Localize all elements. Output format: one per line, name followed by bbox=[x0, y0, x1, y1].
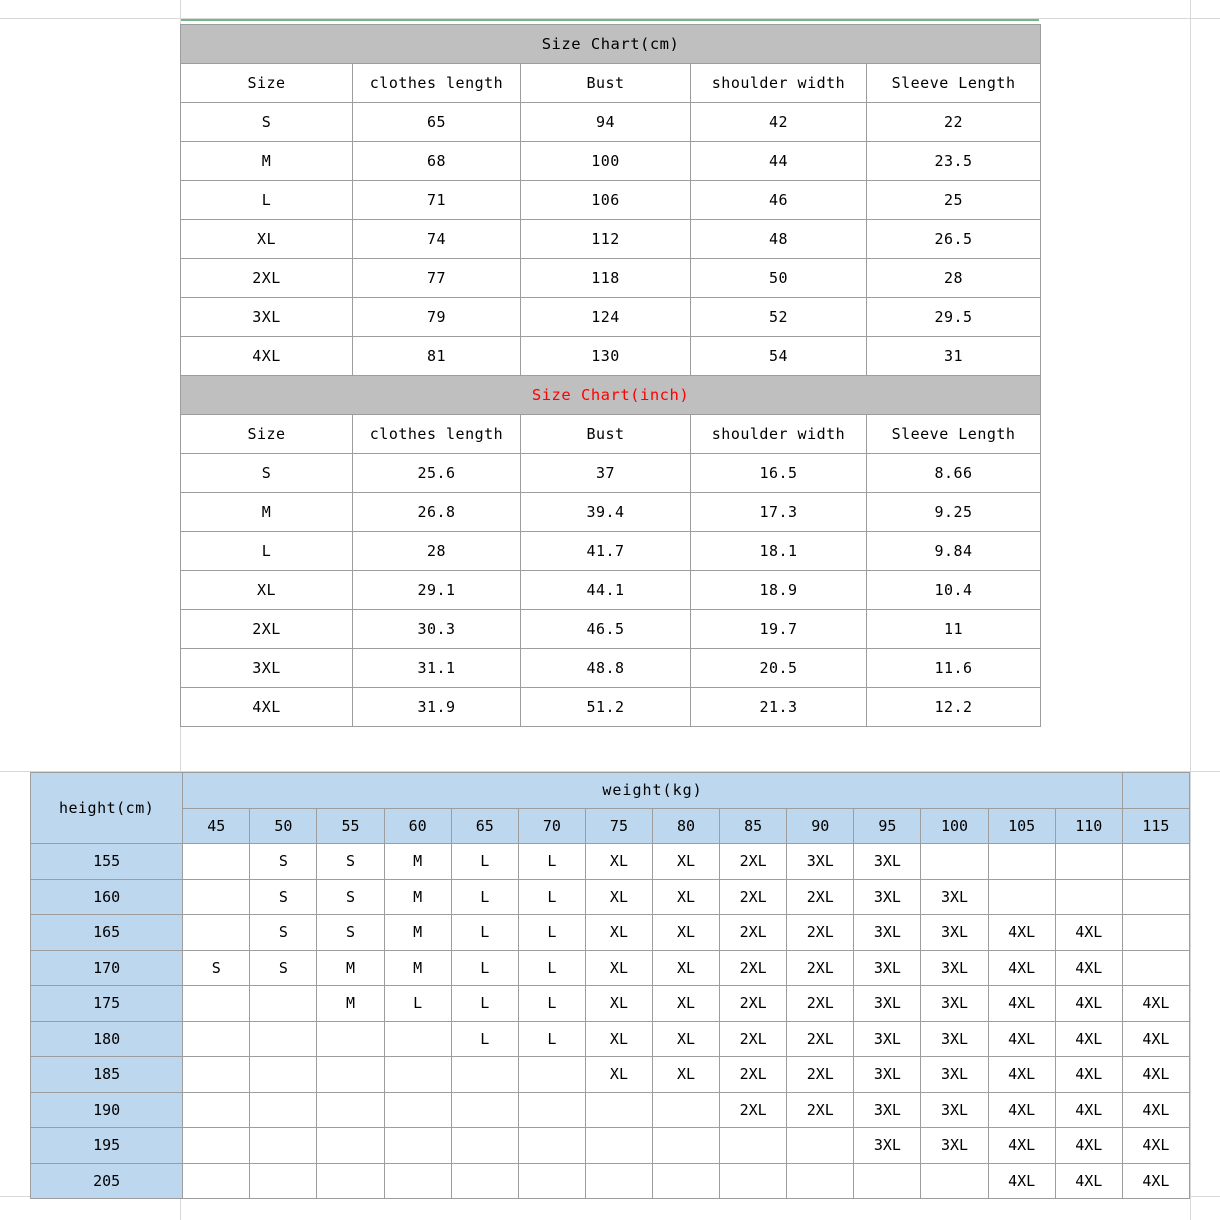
size-cell: 3XL bbox=[921, 950, 988, 986]
size-cell: XL bbox=[585, 879, 652, 915]
size-cell: 4XL bbox=[988, 986, 1055, 1022]
size-cell: M bbox=[384, 844, 451, 880]
weight-column-header: 55 bbox=[317, 808, 384, 844]
size-cell: 2XL bbox=[787, 1021, 854, 1057]
size-cell bbox=[1122, 844, 1189, 880]
size-cell bbox=[787, 1163, 854, 1199]
size-cell: XL bbox=[653, 844, 720, 880]
size-cell bbox=[183, 915, 250, 951]
table-cell: 79 bbox=[353, 298, 521, 337]
size-cell: 3XL bbox=[854, 950, 921, 986]
table-row bbox=[181, 571, 1041, 610]
size-cell bbox=[518, 1163, 585, 1199]
size-cell: XL bbox=[585, 915, 652, 951]
size-cell bbox=[250, 1092, 317, 1128]
table-cell: 31 bbox=[867, 337, 1041, 376]
size-cell: M bbox=[317, 986, 384, 1022]
size-cell: M bbox=[384, 879, 451, 915]
size-cell: M bbox=[384, 950, 451, 986]
weight-column-header: 80 bbox=[653, 808, 720, 844]
size-cell: L bbox=[518, 879, 585, 915]
column-header: Size bbox=[181, 64, 353, 103]
size-cell: L bbox=[518, 986, 585, 1022]
table-cell: 3XL bbox=[181, 649, 353, 688]
table-cell: L bbox=[181, 532, 353, 571]
table-cell: 100 bbox=[521, 142, 691, 181]
size-cell: 3XL bbox=[921, 915, 988, 951]
header-spacer-cell bbox=[1122, 773, 1189, 809]
size-cell: S bbox=[317, 879, 384, 915]
size-cell bbox=[854, 1163, 921, 1199]
size-cell: 4XL bbox=[988, 1163, 1055, 1199]
size-cell bbox=[653, 1092, 720, 1128]
table-cell: 8.66 bbox=[867, 454, 1041, 493]
table-cell: 9.84 bbox=[867, 532, 1041, 571]
size-cell: 3XL bbox=[921, 1021, 988, 1057]
table-header-row bbox=[31, 808, 1190, 844]
size-cell: XL bbox=[585, 986, 652, 1022]
table-cell: 118 bbox=[521, 259, 691, 298]
table-cell: 2XL bbox=[181, 610, 353, 649]
height-row-header: 205 bbox=[31, 1163, 183, 1199]
size-cell: 4XL bbox=[1055, 1021, 1122, 1057]
size-cell: 2XL bbox=[720, 986, 787, 1022]
size-cell bbox=[988, 844, 1055, 880]
height-row-header: 165 bbox=[31, 915, 183, 951]
size-cell bbox=[451, 1057, 518, 1093]
weight-column-header: 75 bbox=[585, 808, 652, 844]
table-cell: 41.7 bbox=[521, 532, 691, 571]
table-cell: 19.7 bbox=[691, 610, 867, 649]
table-cell: 22 bbox=[867, 103, 1041, 142]
size-cell bbox=[720, 1163, 787, 1199]
size-cell bbox=[317, 1092, 384, 1128]
size-cell: S bbox=[317, 844, 384, 880]
size-cell bbox=[250, 1128, 317, 1164]
table-cell: 29.1 bbox=[353, 571, 521, 610]
weight-column-header: 95 bbox=[854, 808, 921, 844]
table-row bbox=[31, 1128, 1190, 1164]
size-recommendation-matrix bbox=[30, 772, 1190, 1199]
size-chart-inch-title: Size Chart(inch) bbox=[181, 376, 1041, 415]
table-header-row bbox=[31, 773, 1190, 809]
size-cell: L bbox=[451, 844, 518, 880]
size-cell bbox=[653, 1128, 720, 1164]
table-cell: XL bbox=[181, 571, 353, 610]
weight-axis-label: weight(kg) bbox=[183, 773, 1123, 809]
table-cell: 48.8 bbox=[521, 649, 691, 688]
table-cell: 11.6 bbox=[867, 649, 1041, 688]
weight-column-header: 70 bbox=[518, 808, 585, 844]
size-cell bbox=[921, 844, 988, 880]
size-cell bbox=[183, 1163, 250, 1199]
table-cell: 112 bbox=[521, 220, 691, 259]
weight-column-header: 100 bbox=[921, 808, 988, 844]
table-cell: 20.5 bbox=[691, 649, 867, 688]
size-cell: S bbox=[317, 915, 384, 951]
table-cell: 106 bbox=[521, 181, 691, 220]
column-header: Size bbox=[181, 415, 353, 454]
table-cell: 46.5 bbox=[521, 610, 691, 649]
table-cell: 23.5 bbox=[867, 142, 1041, 181]
size-cell bbox=[384, 1092, 451, 1128]
table-row bbox=[181, 493, 1041, 532]
table-cell: 42 bbox=[691, 103, 867, 142]
size-cell bbox=[518, 1128, 585, 1164]
height-axis-label: height(cm) bbox=[31, 773, 183, 844]
size-cell: 2XL bbox=[720, 915, 787, 951]
table-cell: 2XL bbox=[181, 259, 353, 298]
table-row bbox=[31, 1057, 1190, 1093]
table-cell: 25.6 bbox=[353, 454, 521, 493]
size-cell bbox=[183, 1092, 250, 1128]
size-cell: 4XL bbox=[1055, 950, 1122, 986]
table-cell: 51.2 bbox=[521, 688, 691, 727]
weight-column-header: 50 bbox=[250, 808, 317, 844]
size-cell bbox=[1122, 879, 1189, 915]
size-cell: 4XL bbox=[1122, 1128, 1189, 1164]
size-cell: 4XL bbox=[1055, 1163, 1122, 1199]
size-cell: XL bbox=[653, 1057, 720, 1093]
size-cell: XL bbox=[653, 879, 720, 915]
size-cell: 2XL bbox=[787, 950, 854, 986]
size-cell: 3XL bbox=[854, 879, 921, 915]
table-cell: S bbox=[181, 454, 353, 493]
table-row bbox=[31, 950, 1190, 986]
table-cell: 31.1 bbox=[353, 649, 521, 688]
size-cell: 3XL bbox=[921, 1128, 988, 1164]
table-cell: 54 bbox=[691, 337, 867, 376]
size-cell: 4XL bbox=[1122, 1092, 1189, 1128]
top-accent-strip bbox=[181, 19, 1039, 21]
size-cell bbox=[250, 1021, 317, 1057]
size-cell bbox=[317, 1128, 384, 1164]
table-cell: 39.4 bbox=[521, 493, 691, 532]
table-row bbox=[181, 454, 1041, 493]
size-cell: 3XL bbox=[854, 1092, 921, 1128]
table-row bbox=[181, 337, 1041, 376]
size-cell: 2XL bbox=[787, 986, 854, 1022]
size-cell: S bbox=[183, 950, 250, 986]
size-cell bbox=[653, 1163, 720, 1199]
size-cell bbox=[250, 986, 317, 1022]
weight-column-header: 85 bbox=[720, 808, 787, 844]
weight-column-header: 60 bbox=[384, 808, 451, 844]
size-cell: S bbox=[250, 844, 317, 880]
size-cell bbox=[183, 1021, 250, 1057]
size-cell: M bbox=[317, 950, 384, 986]
column-header: shoulder width bbox=[691, 415, 867, 454]
height-row-header: 155 bbox=[31, 844, 183, 880]
size-cell: 4XL bbox=[988, 950, 1055, 986]
size-cell bbox=[921, 1163, 988, 1199]
table-cell: 3XL bbox=[181, 298, 353, 337]
size-cell: 4XL bbox=[1122, 1163, 1189, 1199]
table-row bbox=[31, 1092, 1190, 1128]
table-cell: 68 bbox=[353, 142, 521, 181]
size-cell bbox=[384, 1163, 451, 1199]
size-cell bbox=[1122, 915, 1189, 951]
size-chart-cm bbox=[180, 24, 1041, 376]
size-cell bbox=[384, 1128, 451, 1164]
table-cell: 29.5 bbox=[867, 298, 1041, 337]
table-cell: 28 bbox=[867, 259, 1041, 298]
table-cell: 50 bbox=[691, 259, 867, 298]
table-cell: 4XL bbox=[181, 337, 353, 376]
table-row bbox=[31, 844, 1190, 880]
size-cell: L bbox=[451, 986, 518, 1022]
size-cell: S bbox=[250, 915, 317, 951]
size-cell bbox=[183, 1057, 250, 1093]
size-cell bbox=[451, 1128, 518, 1164]
size-cell bbox=[317, 1057, 384, 1093]
table-row bbox=[181, 103, 1041, 142]
table-row bbox=[181, 532, 1041, 571]
size-cell: 2XL bbox=[787, 1092, 854, 1128]
size-cell bbox=[518, 1092, 585, 1128]
size-cell: 3XL bbox=[854, 1057, 921, 1093]
column-header: shoulder width bbox=[691, 64, 867, 103]
size-cell: 2XL bbox=[720, 844, 787, 880]
size-cell: XL bbox=[653, 1021, 720, 1057]
height-row-header: 190 bbox=[31, 1092, 183, 1128]
height-row-header: 175 bbox=[31, 986, 183, 1022]
height-row-header: 185 bbox=[31, 1057, 183, 1093]
table-cell: 25 bbox=[867, 181, 1041, 220]
table-row bbox=[181, 259, 1041, 298]
table-cell: 17.3 bbox=[691, 493, 867, 532]
size-cell: 3XL bbox=[854, 915, 921, 951]
size-cell: L bbox=[451, 950, 518, 986]
size-cell: 2XL bbox=[787, 1057, 854, 1093]
column-header: clothes length bbox=[353, 415, 521, 454]
size-cell: L bbox=[518, 1021, 585, 1057]
table-cell: 10.4 bbox=[867, 571, 1041, 610]
size-cell: 2XL bbox=[720, 1021, 787, 1057]
table-row bbox=[181, 649, 1041, 688]
column-header: Sleeve Length bbox=[867, 415, 1041, 454]
size-cell bbox=[183, 844, 250, 880]
size-cell: 4XL bbox=[988, 1128, 1055, 1164]
table-cell: L bbox=[181, 181, 353, 220]
size-cell bbox=[518, 1057, 585, 1093]
size-cell bbox=[787, 1128, 854, 1164]
size-cell: S bbox=[250, 950, 317, 986]
height-weight-table bbox=[30, 772, 1190, 1199]
table-cell: 11 bbox=[867, 610, 1041, 649]
size-cell bbox=[988, 879, 1055, 915]
size-cell: 3XL bbox=[854, 986, 921, 1022]
size-cell: 4XL bbox=[1055, 915, 1122, 951]
column-header: Bust bbox=[521, 64, 691, 103]
size-cell: 3XL bbox=[921, 1057, 988, 1093]
table-row bbox=[31, 1021, 1190, 1057]
size-cell: 4XL bbox=[988, 1057, 1055, 1093]
size-cell bbox=[250, 1163, 317, 1199]
size-cell: XL bbox=[653, 986, 720, 1022]
grid-guide-vertical bbox=[1190, 0, 1191, 1220]
table-cell: 18.1 bbox=[691, 532, 867, 571]
table-cell: 65 bbox=[353, 103, 521, 142]
size-cell: XL bbox=[585, 1021, 652, 1057]
size-cell: 2XL bbox=[787, 879, 854, 915]
table-row bbox=[31, 879, 1190, 915]
size-cell: M bbox=[384, 915, 451, 951]
size-cell: L bbox=[518, 915, 585, 951]
size-cell bbox=[183, 986, 250, 1022]
size-cell bbox=[250, 1057, 317, 1093]
table-cell: XL bbox=[181, 220, 353, 259]
table-cell: 52 bbox=[691, 298, 867, 337]
size-cell: 4XL bbox=[1055, 986, 1122, 1022]
table-cell: 94 bbox=[521, 103, 691, 142]
table-cell: 124 bbox=[521, 298, 691, 337]
table-cell: 81 bbox=[353, 337, 521, 376]
size-cell: XL bbox=[585, 844, 652, 880]
size-cell: 3XL bbox=[854, 844, 921, 880]
table-cell: 130 bbox=[521, 337, 691, 376]
size-cell bbox=[317, 1163, 384, 1199]
size-cell bbox=[183, 879, 250, 915]
size-cell: 4XL bbox=[988, 915, 1055, 951]
table-row bbox=[181, 25, 1041, 64]
column-header: Bust bbox=[521, 415, 691, 454]
weight-column-header: 105 bbox=[988, 808, 1055, 844]
weight-column-header: 65 bbox=[451, 808, 518, 844]
table-header-row bbox=[181, 64, 1041, 103]
size-cell: 3XL bbox=[854, 1128, 921, 1164]
size-cell bbox=[384, 1021, 451, 1057]
weight-column-header: 45 bbox=[183, 808, 250, 844]
table-cell: 21.3 bbox=[691, 688, 867, 727]
size-chart-cm-title: Size Chart(cm) bbox=[181, 25, 1041, 64]
table-row bbox=[181, 298, 1041, 337]
table-row bbox=[181, 142, 1041, 181]
size-cell: L bbox=[518, 950, 585, 986]
size-cell: 2XL bbox=[720, 1057, 787, 1093]
table-cell: 77 bbox=[353, 259, 521, 298]
size-cell: 4XL bbox=[1122, 1057, 1189, 1093]
size-cell: 3XL bbox=[921, 986, 988, 1022]
size-cell bbox=[317, 1021, 384, 1057]
table-cell: 44 bbox=[691, 142, 867, 181]
weight-column-header: 90 bbox=[787, 808, 854, 844]
size-cell bbox=[451, 1163, 518, 1199]
size-cell bbox=[1055, 879, 1122, 915]
size-cell: L bbox=[451, 1021, 518, 1057]
size-cell: 4XL bbox=[988, 1021, 1055, 1057]
table-cell: M bbox=[181, 142, 353, 181]
table-cell: 74 bbox=[353, 220, 521, 259]
table-cell: 9.25 bbox=[867, 493, 1041, 532]
table-row bbox=[31, 1163, 1190, 1199]
size-cell: 3XL bbox=[921, 879, 988, 915]
size-cell: XL bbox=[653, 915, 720, 951]
size-cell: XL bbox=[585, 950, 652, 986]
size-cell bbox=[1122, 950, 1189, 986]
table-header-row bbox=[181, 415, 1041, 454]
height-row-header: 195 bbox=[31, 1128, 183, 1164]
size-cell: 3XL bbox=[921, 1092, 988, 1128]
size-cell: 2XL bbox=[720, 950, 787, 986]
size-cell: 2XL bbox=[720, 879, 787, 915]
size-cell: 4XL bbox=[1055, 1128, 1122, 1164]
size-cell: L bbox=[384, 986, 451, 1022]
weight-column-header: 110 bbox=[1055, 808, 1122, 844]
size-cell bbox=[1055, 844, 1122, 880]
size-cell bbox=[720, 1128, 787, 1164]
table-row bbox=[181, 610, 1041, 649]
table-row bbox=[31, 986, 1190, 1022]
table-cell: 12.2 bbox=[867, 688, 1041, 727]
table-cell: 4XL bbox=[181, 688, 353, 727]
column-header: clothes length bbox=[353, 64, 521, 103]
size-cell bbox=[451, 1092, 518, 1128]
size-cell bbox=[585, 1163, 652, 1199]
table-cell: 28 bbox=[353, 532, 521, 571]
table-cell: 16.5 bbox=[691, 454, 867, 493]
size-cell: 3XL bbox=[787, 844, 854, 880]
table-cell: 26.5 bbox=[867, 220, 1041, 259]
size-cell bbox=[384, 1057, 451, 1093]
height-row-header: 180 bbox=[31, 1021, 183, 1057]
table-cell: 18.9 bbox=[691, 571, 867, 610]
size-cell: 4XL bbox=[1055, 1057, 1122, 1093]
table-cell: S bbox=[181, 103, 353, 142]
size-charts bbox=[180, 24, 1040, 727]
size-cell: S bbox=[250, 879, 317, 915]
size-cell: L bbox=[451, 879, 518, 915]
table-cell: 37 bbox=[521, 454, 691, 493]
size-cell: 4XL bbox=[1122, 986, 1189, 1022]
table-cell: 71 bbox=[353, 181, 521, 220]
size-cell bbox=[585, 1128, 652, 1164]
weight-column-header: 115 bbox=[1122, 808, 1189, 844]
table-cell: 31.9 bbox=[353, 688, 521, 727]
size-cell: XL bbox=[653, 950, 720, 986]
table-cell: 46 bbox=[691, 181, 867, 220]
size-chart-inch bbox=[180, 375, 1041, 727]
size-cell: 4XL bbox=[988, 1092, 1055, 1128]
column-header: Sleeve Length bbox=[867, 64, 1041, 103]
table-cell: 44.1 bbox=[521, 571, 691, 610]
table-row bbox=[181, 376, 1041, 415]
size-cell bbox=[585, 1092, 652, 1128]
size-cell: 4XL bbox=[1122, 1021, 1189, 1057]
size-cell: 2XL bbox=[720, 1092, 787, 1128]
height-row-header: 170 bbox=[31, 950, 183, 986]
table-cell: 30.3 bbox=[353, 610, 521, 649]
height-row-header: 160 bbox=[31, 879, 183, 915]
size-cell: 3XL bbox=[854, 1021, 921, 1057]
table-row bbox=[181, 220, 1041, 259]
table-cell: 48 bbox=[691, 220, 867, 259]
table-row bbox=[31, 915, 1190, 951]
table-cell: M bbox=[181, 493, 353, 532]
size-cell: L bbox=[518, 844, 585, 880]
table-row bbox=[181, 688, 1041, 727]
size-cell: L bbox=[451, 915, 518, 951]
table-row bbox=[181, 181, 1041, 220]
size-cell bbox=[183, 1128, 250, 1164]
table-cell: 26.8 bbox=[353, 493, 521, 532]
size-cell: 4XL bbox=[1055, 1092, 1122, 1128]
size-cell: 2XL bbox=[787, 915, 854, 951]
size-cell: XL bbox=[585, 1057, 652, 1093]
